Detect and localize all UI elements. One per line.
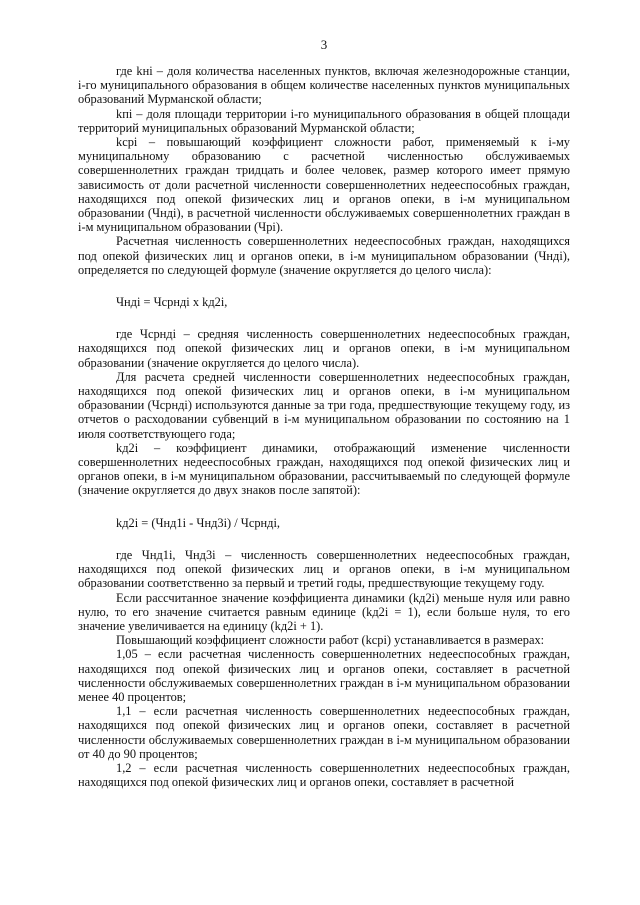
paragraph: где Чнд1i, Чнд3i – численность совершеннолетних недееспособных граждан, находящихся под опекой физических лиц и органов опеки, в i-м муниципальном образовании соответственно за первый и третий годы, предшествующие текущему году. (78, 547, 570, 591)
paragraph: 1,1 – если расчетная численность совершеннолетних недееспособных граждан, находящихся под опекой физических лиц и органов опеки, составляет в расчетной численности обслуживаемых совершеннолетних граждан в i-м муниципальном образовании от 40 до 90 процентов; (78, 704, 570, 761)
paragraph: где kнi – доля количества населенных пунктов, включая железнодорожные станции, i-го муниципального образования в общем количестве населенных пунктов муниципальных образований Мурманской области; (78, 64, 570, 107)
text-block-1 (78, 64, 570, 277)
paragraph: kсрi – повышающий коэффициент сложности работ, применяемый к i-му муниципальному образованию с расчетной численностью обслуживаемых совершеннолетних граждан тридцать и более человек, размер которого имеет прямую зависимость от доли расчетной численности совершеннолетних недееспособных граждан, находящихся под опекой физических лиц и органов опеки, в i-м муниципальном образовании (Чндi), в расчетной численности обслуживаемых совершеннолетних граждан в i-м муниципальном образовании (Чрi). (78, 135, 570, 235)
page-number: 3 (320, 37, 328, 52)
text-block-3 (78, 548, 570, 789)
paragraph: 1,2 – если расчетная численность совершеннолетних недееспособных граждан, находящихся под опекой физических лиц и органов опеки, составляет в расчетной (78, 760, 570, 790)
paragraph: Для расчета средней численности совершеннолетних недееспособных граждан, находящихся под опекой физических лиц и органов опеки, в i-м муниципальном образовании (Чсрндi) используются данные за три года, предшествующие текущему году, из отчетов о расходовании субвенций в i-м муниципальном образовании по состоянию на 1 июля соответствующего года; (78, 369, 570, 441)
paragraph: Расчетная численность совершеннолетних недееспособных граждан, находящихся под опекой физических лиц и органов опеки, в i-м муниципальном образовании (Чндi), определяется по следующей формуле (значение округляется до целого числа): (78, 234, 570, 277)
paragraph: kпi – доля площади территории i-го муниципального образования в общей площади территорий муниципальных образований Мурманской области; (78, 106, 570, 135)
formula-chndi: Чндi = Чсрндi x kд2i, (116, 295, 228, 310)
paragraph: где Чсрндi – средняя численность совершеннолетних недееспособных граждан, находящихся под опекой физических лиц и органов опеки, в i-м муниципальном образовании (значение округляется до целого числа). (78, 327, 570, 370)
paragraph: kд2i – коэффициент динамики, отображающий изменение численности совершеннолетних недееспособных граждан, находящихся под опекой физических лиц и органов опеки, в i-м муниципальном образовании, рассчитываемый по следующей формуле (значение округляется до двух знаков после запятой): (78, 440, 570, 498)
paragraph: Повышающий коэффициент сложности работ (kсрi) устанавливается в размерах: (116, 633, 545, 648)
paragraph: 1,05 – если расчетная численность совершеннолетних недееспособных граждан, находящихся под опекой физических лиц и органов опеки, составляет в расчетной численности обслуживаемых совершеннолетних граждан в i-м муниципальном образовании менее 40 процентов; (78, 647, 570, 704)
paragraph: Если рассчитанное значение коэффициента динамики (kд2i) меньше нуля или равно нулю, то его значение считается равным единице (kд2i = 1), если больше нуля, то его значение увеличивается на единицу (kд2i + 1). (78, 590, 570, 633)
formula-kd2i: kд2i = (Чнд1i - Чнд3i) / Чсрндi, (116, 515, 281, 530)
text-block-2 (78, 327, 570, 497)
